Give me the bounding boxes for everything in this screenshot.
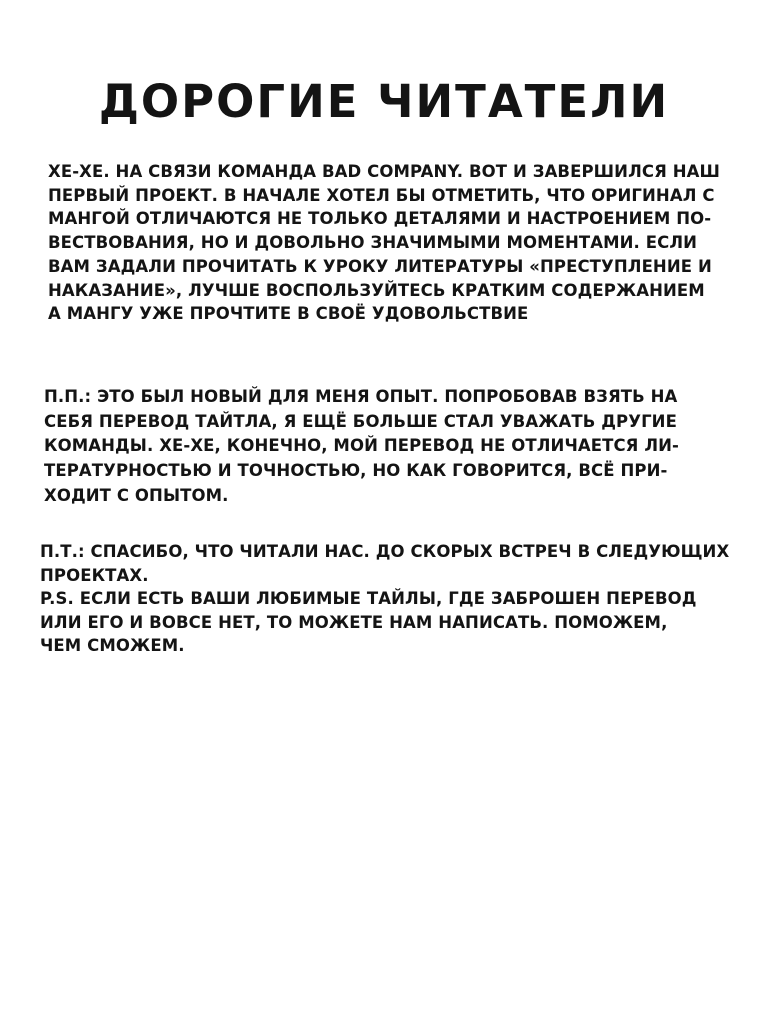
paragraph-line: ВАМ ЗАДАЛИ ПРОЧИТАТЬ К УРОКУ ЛИТЕРАТУРЫ «ПРЕСТУПЛЕНИЕ И <box>48 256 712 276</box>
paragraph-line: ХЕ-ХЕ. НА СВЯЗИ КОМАНДА BAD COMPANY. ВОТ И ЗАВЕРШИЛСЯ НАШ <box>48 162 720 181</box>
paragraph-line: ХОДИТ С ОПЫТОМ. <box>44 485 229 505</box>
paragraph-line: ПРОЕКТАХ. <box>40 565 149 585</box>
paragraph-line: П.П.: ЭТО БЫЛ НОВЫЙ ДЛЯ МЕНЯ ОПЫТ. ПОПРОБОВАВ ВЗЯТЬ НА <box>44 387 678 406</box>
paragraph-intro <box>48 160 720 326</box>
paragraph-line: ЧЕМ СМОЖЕМ. <box>40 636 185 655</box>
paragraph-line: P.S. ЕСЛИ ЕСТЬ ВАШИ ЛЮБИМЫЕ ТАЙЛЫ, ГДЕ ЗАБРОШЕН ПЕРЕВОД <box>40 589 697 608</box>
paragraph-line: ИЛИ ЕГО И ВОВСЕ НЕТ, ТО МОЖЕТЕ НАМ НАПИСАТЬ. ПОМОЖЕМ, <box>40 612 668 632</box>
paragraph-line: НАКАЗАНИЕ», ЛУЧШЕ ВОСПОЛЬЗУЙТЕСЬ КРАТКИМ СОДЕРЖАНИЕМ <box>48 280 705 300</box>
paragraph-line: СЕБЯ ПЕРЕВОД ТАЙТЛА, Я ЕЩЁ БОЛЬШЕ СТАЛ УВАЖАТЬ ДРУГИЕ <box>44 411 677 431</box>
paragraph-line: ПЕРВЫЙ ПРОЕКТ. В НАЧАЛЕ ХОТЕЛ БЫ ОТМЕТИТЬ, ЧТО ОРИГИНАЛ С <box>48 185 715 205</box>
paragraph-line: А МАНГУ УЖЕ ПРОЧТИТЕ В СВОЁ УДОВОЛЬСТВИЕ <box>48 304 529 324</box>
paragraph-line: ТЕРАТУРНОСТЬЮ И ТОЧНОСТЬЮ, НО КАК ГОВОРИТСЯ, ВСЁ ПРИ- <box>44 461 668 481</box>
page-title: ДОРОГИЕ ЧИТАТЕЛИ <box>98 75 670 128</box>
paragraph-typesetter-note <box>40 540 729 658</box>
paragraph-translator-note <box>44 385 679 509</box>
paragraph-line: МАНГОЙ ОТЛИЧАЮТСЯ НЕ ТОЛЬКО ДЕТАЛЯМИ И НАСТРОЕНИЕМ ПО- <box>48 209 712 229</box>
paragraph-line: ВЕСТВОВАНИЯ, НО И ДОВОЛЬНО ЗНАЧИМЫМИ МОМЕНТАМИ. ЕСЛИ <box>48 233 698 253</box>
paragraph-line: П.Т.: СПАСИБО, ЧТО ЧИТАЛИ НАС. ДО СКОРЫХ ВСТРЕЧ В СЛЕДУЮЩИХ <box>40 542 730 561</box>
paragraph-line: КОМАНДЫ. ХЕ-ХЕ, КОНЕЧНО, МОЙ ПЕРЕВОД НЕ ОТЛИЧАЕТСЯ ЛИ- <box>44 436 679 456</box>
